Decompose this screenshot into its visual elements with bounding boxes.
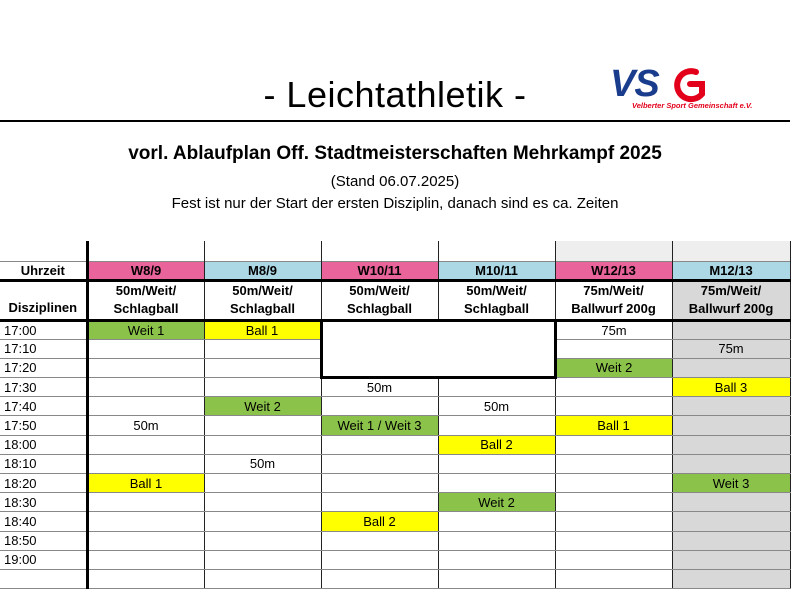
schedule-cell: 50m <box>87 416 204 435</box>
schedule-cell <box>87 378 204 397</box>
schedule-cell <box>555 569 672 588</box>
schedule-cell <box>555 378 672 397</box>
table-row <box>0 416 790 435</box>
schedule-cell <box>672 320 790 339</box>
time-cell: 17:10 <box>0 339 87 358</box>
schedule-cell <box>204 550 321 569</box>
schedule-cell: 75m <box>555 320 672 339</box>
schedule-cell <box>204 474 321 493</box>
time-cell: 17:30 <box>0 378 87 397</box>
schedule-cell: Ball 1 <box>555 416 672 435</box>
schedule-cell <box>204 512 321 531</box>
group-header: W8/9 <box>87 261 204 280</box>
group-header: M12/13 <box>672 261 790 280</box>
schedule-cell <box>321 550 438 569</box>
schedule-cell: 50m <box>438 397 555 416</box>
schedule-cell <box>87 435 204 454</box>
schedule-cell <box>204 493 321 512</box>
schedule-cell <box>438 550 555 569</box>
table-row <box>0 512 790 531</box>
schedule-cell <box>672 358 790 377</box>
schedule-cell <box>87 339 204 358</box>
schedule-cell: 50m <box>204 454 321 473</box>
time-cell: 19:00 <box>0 550 87 569</box>
title-divider <box>0 120 790 122</box>
spacer-cell <box>0 241 87 261</box>
logo-tagline: Velberter Sport Gemeinschaft e.V. <box>632 101 753 110</box>
schedule-cell: Weit 1 <box>87 320 204 339</box>
table-row <box>0 435 790 454</box>
schedule-cell <box>672 569 790 588</box>
page-title: - Leichtathletik - <box>263 74 527 115</box>
time-cell: 17:40 <box>0 397 87 416</box>
discipline-cell: 50m/Weit/ Schlagball <box>204 280 321 320</box>
schedule-cell <box>321 531 438 550</box>
table-row <box>0 320 790 339</box>
schedule-cell <box>204 358 321 377</box>
schedule-cell <box>321 397 438 416</box>
schedule-cell: Weit 1 / Weit 3 <box>321 416 438 435</box>
discipline-cell: 50m/Weit/ Schlagball <box>321 280 438 320</box>
time-cell <box>0 569 87 588</box>
schedule-cell <box>555 531 672 550</box>
schedule-cell <box>87 512 204 531</box>
schedule-cell: Weit 2 <box>204 397 321 416</box>
schedule-cell <box>204 416 321 435</box>
timing-note: Fest ist nur der Start der ersten Disziplin, danach sind es ca. Zeiten <box>171 195 619 212</box>
schedule-cell <box>321 493 438 512</box>
schedule-cell <box>672 531 790 550</box>
table-row <box>0 474 790 493</box>
schedule-cell <box>555 339 672 358</box>
group-header: M8/9 <box>204 261 321 280</box>
schedule-cell: Ball 2 <box>438 435 555 454</box>
schedule-cell <box>87 454 204 473</box>
table-row <box>0 569 790 588</box>
discipline-cell: 75m/Weit/ Ballwurf 200g <box>672 280 790 320</box>
schedule-cell <box>672 454 790 473</box>
discipline-cell: 75m/Weit/ Ballwurf 200g <box>555 280 672 320</box>
schedule-cell <box>321 454 438 473</box>
schedule-cell <box>87 531 204 550</box>
schedule-cell <box>555 474 672 493</box>
schedule-cell <box>555 397 672 416</box>
time-column-header: Uhrzeit <box>0 261 87 280</box>
time-cell: 18:10 <box>0 454 87 473</box>
table-row <box>0 378 790 397</box>
schedule-cell: Weit 2 <box>555 358 672 377</box>
schedule-cell <box>672 550 790 569</box>
schedule-cell: 50m <box>321 378 438 397</box>
vsg-logo <box>610 62 790 110</box>
schedule-cell <box>87 358 204 377</box>
schedule-rows <box>0 320 790 589</box>
logo-g-icon <box>677 71 702 99</box>
schedule-cell <box>672 416 790 435</box>
schedule-cell <box>555 493 672 512</box>
time-cell: 18:20 <box>0 474 87 493</box>
time-cell: 18:30 <box>0 493 87 512</box>
table-row <box>0 550 790 569</box>
schedule-cell <box>438 569 555 588</box>
schedule-cell <box>321 435 438 454</box>
schedule-cell <box>204 378 321 397</box>
schedule-cell <box>672 512 790 531</box>
schedule-cell <box>672 493 790 512</box>
table-row <box>0 531 790 550</box>
blocked-slot <box>321 320 555 378</box>
time-cell: 17:20 <box>0 358 87 377</box>
schedule-cell <box>87 550 204 569</box>
schedule-cell <box>438 531 555 550</box>
table-row <box>0 454 790 473</box>
schedule-cell: 75m <box>672 339 790 358</box>
schedule-cell <box>555 435 672 454</box>
group-header: M10/11 <box>438 261 555 280</box>
schedule-cell <box>555 550 672 569</box>
schedule-table <box>0 241 791 589</box>
table-row <box>0 397 790 416</box>
schedule-cell: Weit 2 <box>438 493 555 512</box>
schedule-cell: Ball 1 <box>87 474 204 493</box>
schedule-cell <box>321 474 438 493</box>
schedule-cell <box>438 474 555 493</box>
schedule-cell <box>438 512 555 531</box>
schedule-cell <box>87 493 204 512</box>
schedule-cell <box>204 531 321 550</box>
schedule-cell <box>438 416 555 435</box>
discipline-row-header: Disziplinen <box>0 280 87 320</box>
schedule-cell <box>672 397 790 416</box>
schedule-cell: Ball 3 <box>672 378 790 397</box>
time-cell: 17:00 <box>0 320 87 339</box>
schedule-cell: Ball 1 <box>204 320 321 339</box>
schedule-cell <box>555 454 672 473</box>
schedule-cell <box>438 378 555 397</box>
discipline-cell: 50m/Weit/ Schlagball <box>87 280 204 320</box>
schedule-cell <box>87 397 204 416</box>
status-date: (Stand 06.07.2025) <box>330 173 460 190</box>
time-cell: 18:00 <box>0 435 87 454</box>
schedule-cell <box>204 435 321 454</box>
time-cell: 17:50 <box>0 416 87 435</box>
schedule-cell <box>87 569 204 588</box>
schedule-cell: Weit 3 <box>672 474 790 493</box>
time-cell: 18:40 <box>0 512 87 531</box>
schedule-heading: vorl. Ablaufplan Off. Stadtmeisterschaften Mehrkampf 2025 <box>128 143 662 164</box>
schedule-cell <box>438 454 555 473</box>
time-cell: 18:50 <box>0 531 87 550</box>
schedule-cell <box>321 569 438 588</box>
schedule-cell <box>555 512 672 531</box>
discipline-cell: 50m/Weit/ Schlagball <box>438 280 555 320</box>
schedule-cell: Ball 2 <box>321 512 438 531</box>
table-row <box>0 493 790 512</box>
schedule-cell <box>204 339 321 358</box>
schedule-cell <box>204 569 321 588</box>
group-header: W12/13 <box>555 261 672 280</box>
schedule-cell <box>672 435 790 454</box>
svg-text:VS: VS <box>610 63 659 105</box>
group-header: W10/11 <box>321 261 438 280</box>
